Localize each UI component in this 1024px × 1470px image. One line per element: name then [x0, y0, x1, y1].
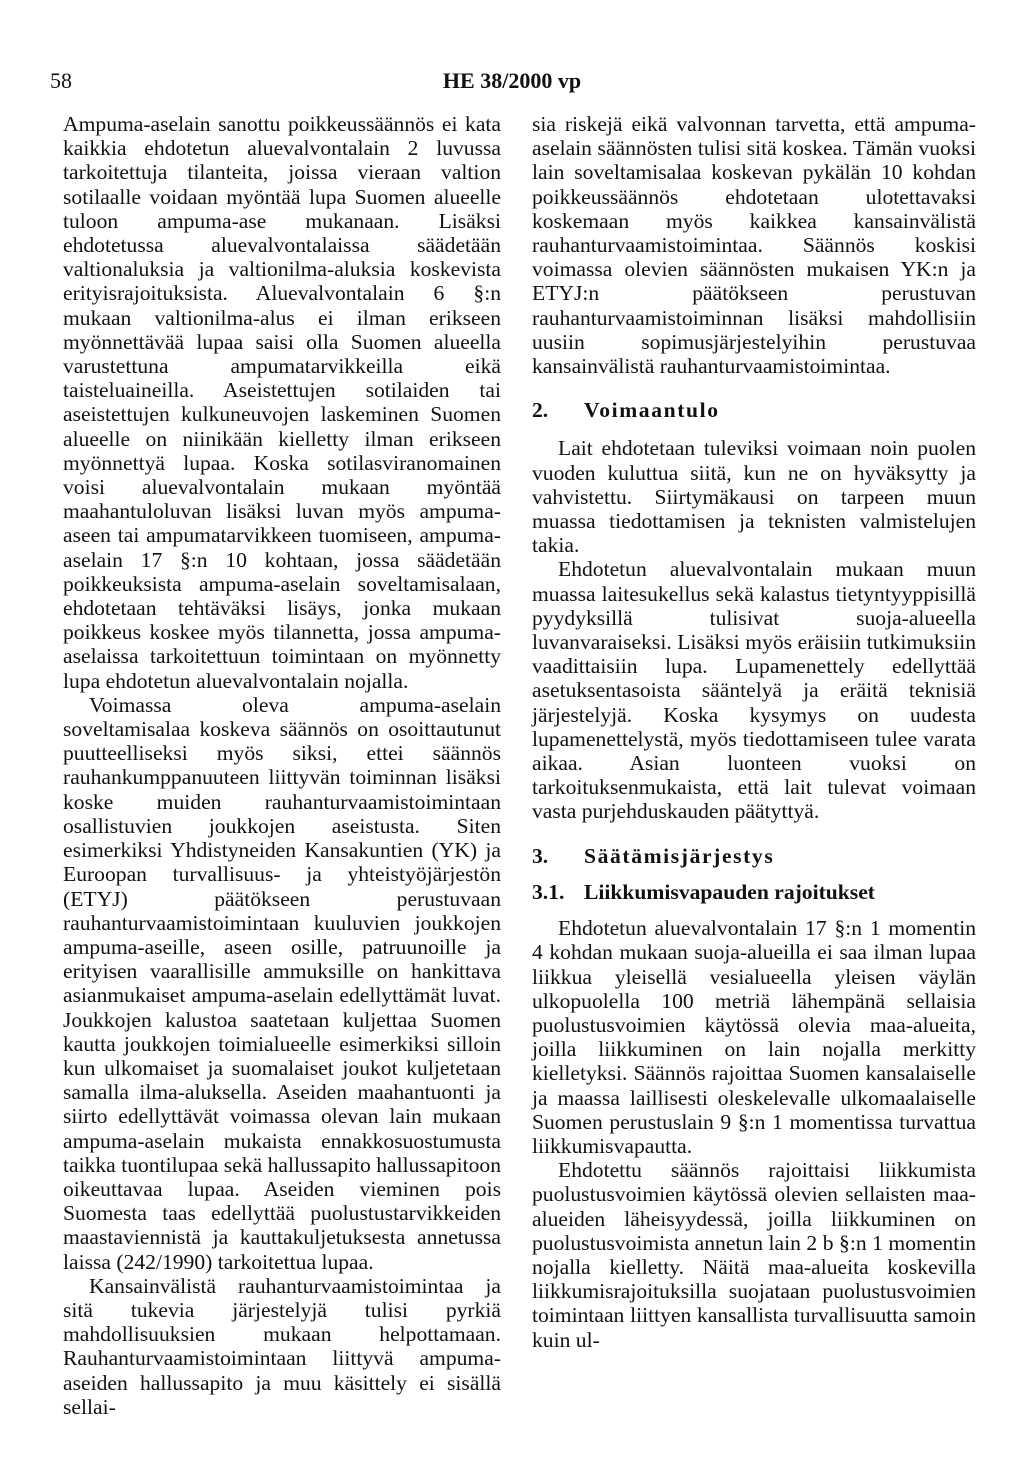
- body-paragraph: Ehdotetun aluevalvontalain mukaan muun muassa laitesukellus sekä kalastus tietyntyyppisillä pyydyksillä tulisivat suoja-alueella luvanvaraiseksi. Lisäksi myös eräisiin tutkimuksiin vaadittaisiin lupa. Lupamenettely edellyttää asetuksentasoista sääntelyä ja eräitä teknisiä järjestelyjä. Koska kysymys on uudesta lupamenettelystä, myös tiedottamiseen tulee varata aikaa. Asian luonteen vuoksi on tarkoituksenmukaista, että lait tulevat voimaan vasta purjehduskauden päätyttyä.: [532, 557, 976, 824]
- continued-paragraph: sia riskejä eikä valvonnan tarvetta, että ampuma-aselain säännösten tulisi sitä koskea. Tämän vuoksi lain soveltamisalaa koskevan pykälän 10 kohdan poikkeussäännös ehdotetaan ulotettavaksi koskemaan myös kaikkea kansainvälistä rauhanturvaamistoimintaa. Säännös koskisi voimassa olevien säännösten mukaisen YK:n ja ETYJ:n päätökseen perustuvan rauhanturvaamistoiminnan lisäksi mahdollisiin uusiin sopimusjärjestelyihin perustuvaa kansainvälistä rauhanturvaamistoimintaa.: [532, 112, 976, 379]
- subsection-heading-liikkumisvapaus: [532, 880, 976, 904]
- body-paragraph: Ehdotetun aluevalvontalain 17 §:n 1 momentin 4 kohdan mukaan suoja-alueilla ei saa ilman lupaa liikkua yleisellä vesialueella yleisen väylän ulkopuolella 100 metriä lähempänä sellaisia puolustusvoimien käytössä olevia maa-alueita, joilla liikkuminen on lain nojalla merkitty kielletyksi. Säännös rajoittaa Suomen kansalaiselle ja maassa laillisesti oleskelevalle ulkomaalaiselle Suomen perustuslain 9 §:n 1 momentissa turvattua liikkumisvapautta.: [532, 916, 976, 1158]
- left-column: [63, 112, 501, 1419]
- section-title: Säätämisjärjestys: [584, 843, 775, 868]
- section-heading-saatamisjarjestys: [532, 844, 976, 868]
- page-header: [0, 68, 1024, 102]
- body-paragraph: Voimassa oleva ampuma-aselain soveltamisalaa koskeva säännös on osoittautunut puutteelliseksi myös siksi, ettei säännös rauhankumppanuuteen liittyvän toiminnan lisäksi koske muiden rauhanturvaamistoimintaan osallistuvien joukkojen aseistusta. Siten esimerkiksi Yhdistyneiden Kansakuntien (YK) ja Euroopan turvallisuus- ja yhteistyöjärjestön (ETYJ) päätökseen perustuvaan rauhanturvaamistoimintaan kuuluvien joukkojen ampuma-aseille, aseen osille, patruunoille ja erityisen vaarallisille ammuksille on hankittava asianmukaiset ampuma-aselain edellyttämät luvat. Joukkojen kalustoa saatetaan kuljettaa Suomen kautta joukkojen toimialueelle esimerkiksi silloin kun ulkomaiset ja suomalaiset joukot kuljetetaan samalla ilma-aluksella. Aseiden maahantuonti ja siirto edellyttävät voimassa olevan lain mukaan ampuma-aselain mukaista ennakkosuostumusta taikka tuontilupaa sekä hallussapito hallussapitoon oikeuttavaa lupaa. Aseiden vieminen pois Suomesta taas edellyttää puolustustarvikkeiden maastaviennistä ja kauttakuljetuksesta annetussa laissa (242/1990) tarkoitettua lupaa.: [63, 692, 501, 1274]
- subsection-title: Liikkumisvapauden rajoitukset: [584, 879, 875, 904]
- section-number: 3.: [532, 843, 549, 868]
- section-number: 2.: [532, 398, 549, 423]
- section-title: Voimaantulo: [584, 398, 720, 423]
- body-paragraph: Ampuma-aselain sanottu poikkeussäännös ei kata kaikkia ehdotetun aluevalvontalain 2 luvussa tarkoitettuja tilanteita, joissa vieraan valtion sotilaalle voidaan myöntää lupa Suomen alueelle tuloon ampuma-ase mukanaan. Lisäksi ehdotetussa aluevalvontalaissa säädetään valtionaluksia ja valtionilma-aluksia koskevista erityisrajoituksista. Aluevalvontalain 6 §:n mukaan valtionilma-alus ei ilman erikseen myönnettävää lupaa saisi olla Suomen alueella varustettuna ampumatarvikkeilla eikä taisteluaineilla. Aseistettujen sotilaiden tai aseistettujen kulkuneuvojen laskeminen Suomen alueelle on niinikään kielletty ilman erikseen myönnettyä lupaa. Koska sotilasviranomainen voisi aluevalvontalain mukaan myöntää maahantuloluvan lisäksi luvan myös ampuma-aseen tai ampumatarvikkeen tuomiseen, ampuma-aselain 17 §:n 10 kohtaan, jossa säädetään poikkeuksista ampuma-aselain soveltamisalaan, ehdotetaan tehtäväksi lisäys, jonka mukaan poikkeus koskee myös tilannetta, jossa ampuma-aselaissa tarkoitettuun toimintaan on myönnetty lupa ehdotetun aluevalvontalain nojalla.: [63, 112, 501, 693]
- body-paragraph: Ehdotettu säännös rajoittaisi liikkumista puolustusvoimien käytössä olevien sellaisten maa-alueiden läheisyydessä, joilla liikkuminen on puolustusvoimista annetun lain 2 b §:n 1 momentin nojalla kielletty. Näitä maa-alueita koskevilla liikkumisrajoituksilla suojataan puolustusvoimien toimintaan liittyen kansallista turvallisuutta samoin kuin ul-: [532, 1158, 976, 1352]
- right-column: [532, 112, 976, 1352]
- page-number: 58: [50, 68, 72, 93]
- body-paragraph: Lait ehdotetaan tuleviksi voimaan noin puolen vuoden kuluttua siitä, kun ne on hyväksytty ja vahvistettu. Siirtymäkausi on tarpeen muun muassa tiedottamisen ja teknisten valmistelujen takia.: [532, 436, 976, 558]
- subsection-number: 3.1.: [532, 879, 565, 904]
- document-id: HE 38/2000 vp: [442, 68, 582, 93]
- body-paragraph: Kansainvälistä rauhanturvaamistoimintaa ja sitä tukevia järjestelyjä tulisi pyrkiä mahdollisuuksien mukaan helpottamaan. Rauhanturvaamistoimintaan liittyvä ampuma-aseiden hallussapito ja muu käsittely ei sisällä sellai-: [63, 1273, 501, 1419]
- section-heading-voimaantulo: [532, 398, 976, 422]
